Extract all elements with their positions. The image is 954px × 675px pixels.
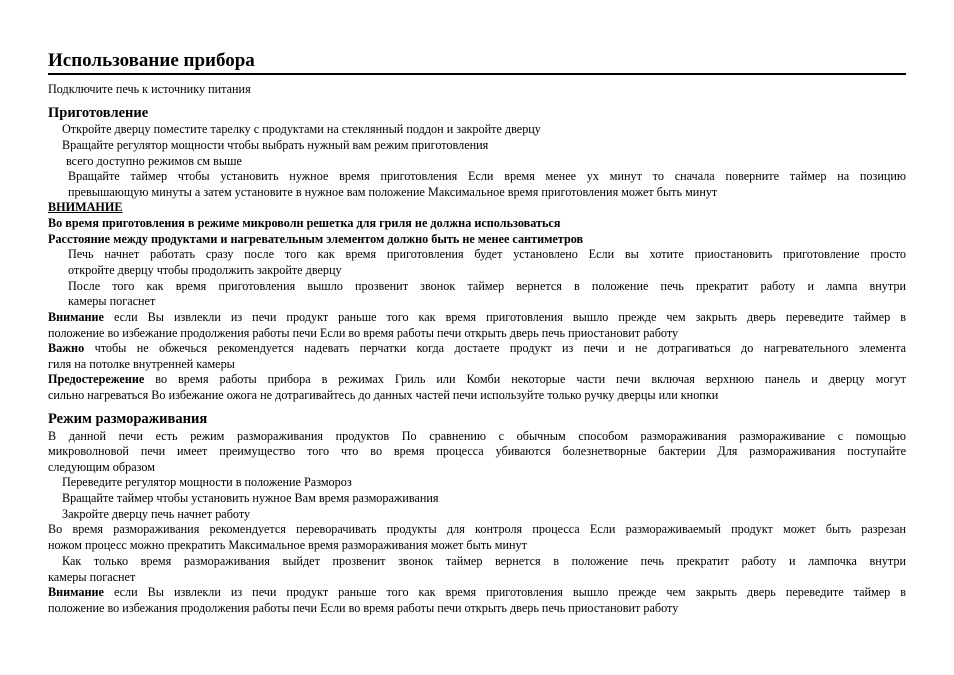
attention-label: Внимание (48, 310, 104, 324)
important-label: Важно (48, 341, 85, 355)
step-end-b: камеры погаснет (68, 294, 156, 308)
attention-note-b: положение во избежание продолжения работы печи Если во время работы печи открыть дверь печь приостановит работу (48, 326, 679, 340)
warning-line-2: Расстояние между продуктами и нагревательным элементом должно быть не менее сантиметров (48, 232, 584, 246)
defrost-step-3: Закройте дверцу печь начнет работу (62, 507, 251, 521)
defrost-step-1: Переведите регулятор мощности в положение Разморoз (62, 475, 352, 489)
important-note-b: гиля на потолке внутренней камеры (48, 357, 235, 371)
warning-label: ВНИМАНИЕ (48, 200, 123, 214)
cooking-step-3: всего доступно режимов см выше (66, 154, 242, 168)
cooking-heading: Приготовление (48, 105, 149, 121)
defrost-tip-a: Во время размораживания рекомендуется переворачивать продукты для контроля процесса Если размораживаемый продукт может быть разрезан (48, 522, 906, 536)
defrost-attention-a: Внимание если Вы извлекли из печи продукт раньше того как время приготовления вышло прежде чем закрыть дверь переведите таймер в (48, 585, 906, 599)
defrost-heading: Режим размораживания (48, 411, 208, 427)
defrost-intro-a: В данной печи есть режим размораживания продуктов По сравнению с обычным способом размораживания размораживание с помощью (48, 429, 906, 443)
cooking-step-4a: Вращайте таймер чтобы установить нужное время приготовления Если время менее ух минут то сначала поверните таймер на позицию (68, 169, 906, 183)
step-end-a: После того как время приготовления вышло прозвенит звонок таймер вернется в положение печь прекратит работу и лампа внутри (68, 279, 906, 293)
cooking-step-4b: превышающую минуты а затем установите в нужное вам положение Максимальное время приготовления может быть минут (68, 185, 718, 199)
caution-label: Предостережение (48, 372, 145, 386)
caution-note-a: Предостережение во время работы прибора в режимах Гриль или Комби некоторые части печи включая верхнюю панель и дверцу могут (48, 372, 906, 386)
warning-line-1: Во время приготовления в режиме микроволн решетка для гриля не должна использоваться (48, 216, 561, 230)
intro-text: Подключите печь к источнику питания (48, 82, 251, 96)
step-start-b: откройте дверцу чтобы продолжить закройте дверцу (68, 263, 342, 277)
defrost-intro-c: следующим образом (48, 460, 155, 474)
important-note-a: Важно чтобы не обжечься рекомендуется надевать перчатки когда достаете продукт из печи и не дотрагиваться до нагревательного элемента (48, 341, 906, 355)
caution-note-b: сильно нагреваться Во избежание ожога не дотрагивайтесь до данных частей печи используйте только ручку дверцы или кнопки (48, 388, 719, 402)
cooking-step-2: Вращайте регулятор мощности чтобы выбрать нужный вам режим приготовления (62, 138, 489, 152)
page-title: Использование прибора (48, 49, 906, 75)
defrost-attention-b: положение во избежания продолжения работы печи Если во время работы печи открыть дверь печь приостановит работу (48, 601, 679, 615)
step-start-a: Печь начнет работать сразу после того как время приготовления будет установлено Если вы хотите приостановить приготовление просто (68, 247, 906, 261)
attention-note-a: Внимание если Вы извлекли из печи продукт раньше того как время приготовления вышло прежде чем закрыть дверь переведите таймер в (48, 310, 906, 324)
cooking-step-1: Откройте дверцу поместите тарелку с продуктами на стеклянный поддон и закройте дверцу (62, 122, 541, 136)
defrost-step-2: Вращайте таймер чтобы установить нужное Вам время размораживания (62, 491, 439, 505)
defrost-attention-label: Внимание (48, 585, 104, 599)
defrost-end-b: камеры погаснет (48, 570, 136, 584)
defrost-intro-b: микроволновой печи имеет преимущество того что во время процесса убиваются болезнетворные бактерии Для размораживания поступайте (48, 444, 906, 458)
defrost-end-a: Как только время размораживания выйдет прозвенит звонок таймер вернется в положение печь прекратит работу и лампочка внутри (62, 554, 906, 568)
defrost-tip-b: ножом процесс можно прекратить Максимальное время размораживания может быть минут (48, 538, 527, 552)
